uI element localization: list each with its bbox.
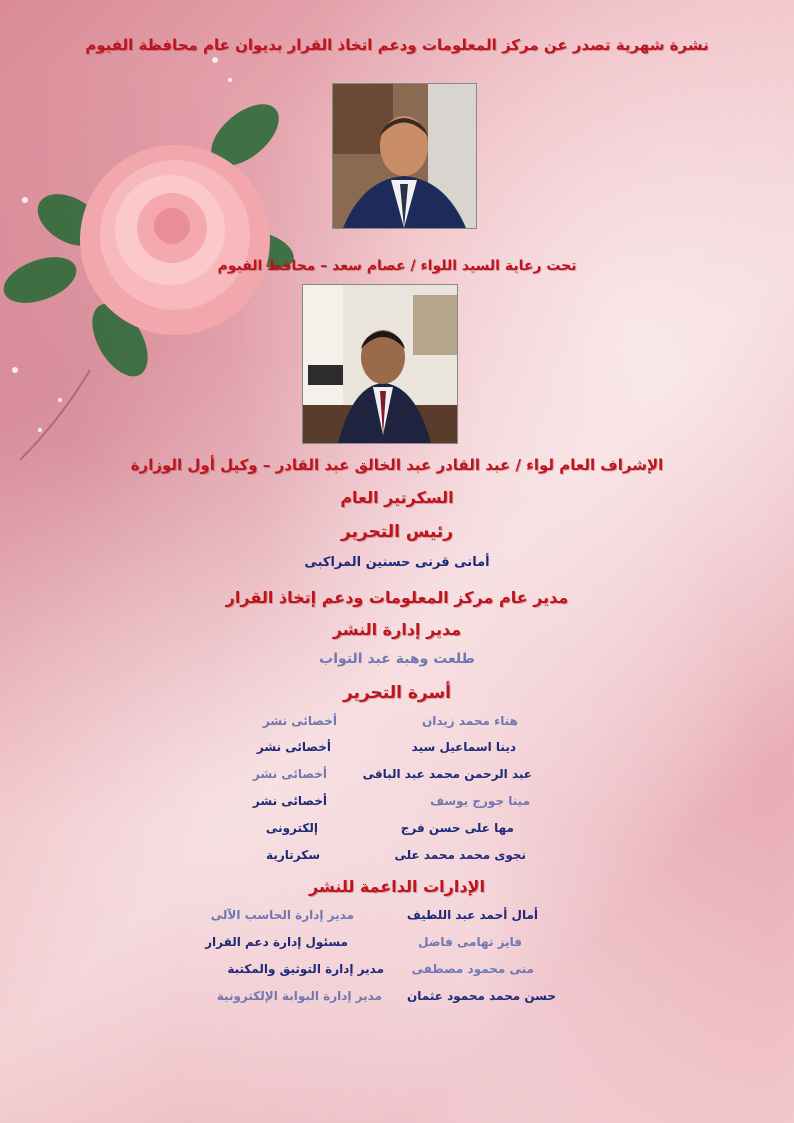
editor-in-chief-name: أمانى قرنى حسنين المراكبى bbox=[304, 555, 490, 570]
publishing-manager-title: مدير إدارة النشر bbox=[332, 620, 462, 639]
member-role: سكرتارية bbox=[266, 848, 320, 862]
support-departments-title: الإدارات الداعمة للنشر bbox=[309, 877, 485, 896]
publishing-manager-name: طلعت وهبة عبد التواب bbox=[319, 651, 475, 667]
member-role: مدير إدارة الحاسب الآلى bbox=[210, 908, 354, 922]
editor-in-chief-title: رئيس التحرير bbox=[341, 522, 453, 542]
member-name: هناء محمد زيدان bbox=[422, 714, 518, 728]
member-role: مسئول إدارة دعم القرار bbox=[205, 935, 348, 949]
list-item bbox=[0, 794, 794, 812]
list-item bbox=[0, 962, 794, 980]
member-role: أخصائى نشر bbox=[252, 794, 327, 808]
supervisor-photo bbox=[302, 284, 458, 444]
list-item bbox=[0, 935, 794, 953]
list-item bbox=[0, 714, 794, 732]
member-role: مدير إدارة التوثيق والمكتبة bbox=[227, 962, 384, 976]
member-role: أخصائى نشر bbox=[256, 740, 331, 754]
list-item bbox=[0, 740, 794, 758]
rose-decoration bbox=[0, 40, 300, 460]
general-supervision-line: الإشراف العام لواء / عبد القادر عبد الخالق عبد القادر – وكيل أول الوزارة bbox=[130, 456, 664, 474]
list-item bbox=[0, 767, 794, 785]
list-item bbox=[0, 989, 794, 1007]
member-name: عبد الرحمن محمد عبد الباقى bbox=[362, 767, 532, 781]
center-director-title: مدير عام مركز المعلومات ودعم إتخاذ القرار bbox=[225, 588, 569, 607]
member-name: نجوى محمد محمد على bbox=[394, 848, 526, 862]
list-item bbox=[0, 821, 794, 839]
member-role: إلكترونى bbox=[265, 821, 318, 835]
member-name: مينا جورج يوسف bbox=[430, 794, 530, 808]
member-name: أمال أحمد عبد اللطيف bbox=[406, 908, 538, 922]
member-name: منى محمود مصطفى bbox=[411, 962, 534, 976]
patron-line: تحت رعاية السيد اللواء / عصام سعد – محافظ الفيوم bbox=[217, 258, 577, 274]
member-name: حسن محمد محمود عثمان bbox=[407, 989, 556, 1003]
editorial-team-title: أسرة التحرير bbox=[342, 683, 451, 703]
member-name: فايز تهامى فاضل bbox=[418, 935, 522, 949]
member-name: مها على حسن فرج bbox=[400, 821, 514, 835]
secretary-general-title: السكرتير العام bbox=[340, 488, 454, 507]
member-role: مدير إدارة البوابة الإلكترونية bbox=[216, 989, 382, 1003]
list-item bbox=[0, 908, 794, 926]
governor-photo bbox=[332, 83, 477, 229]
member-role: أخصائى نشر bbox=[262, 714, 337, 728]
member-role: أخصائى نشر bbox=[252, 767, 327, 781]
member-name: دينا اسماعيل سيد bbox=[411, 740, 516, 754]
list-item bbox=[0, 848, 794, 866]
newsletter-title: نشرة شهرية تصدر عن مركز المعلومات ودعم اتخاذ القرار بديوان عام محافظة الفيوم bbox=[85, 36, 709, 54]
